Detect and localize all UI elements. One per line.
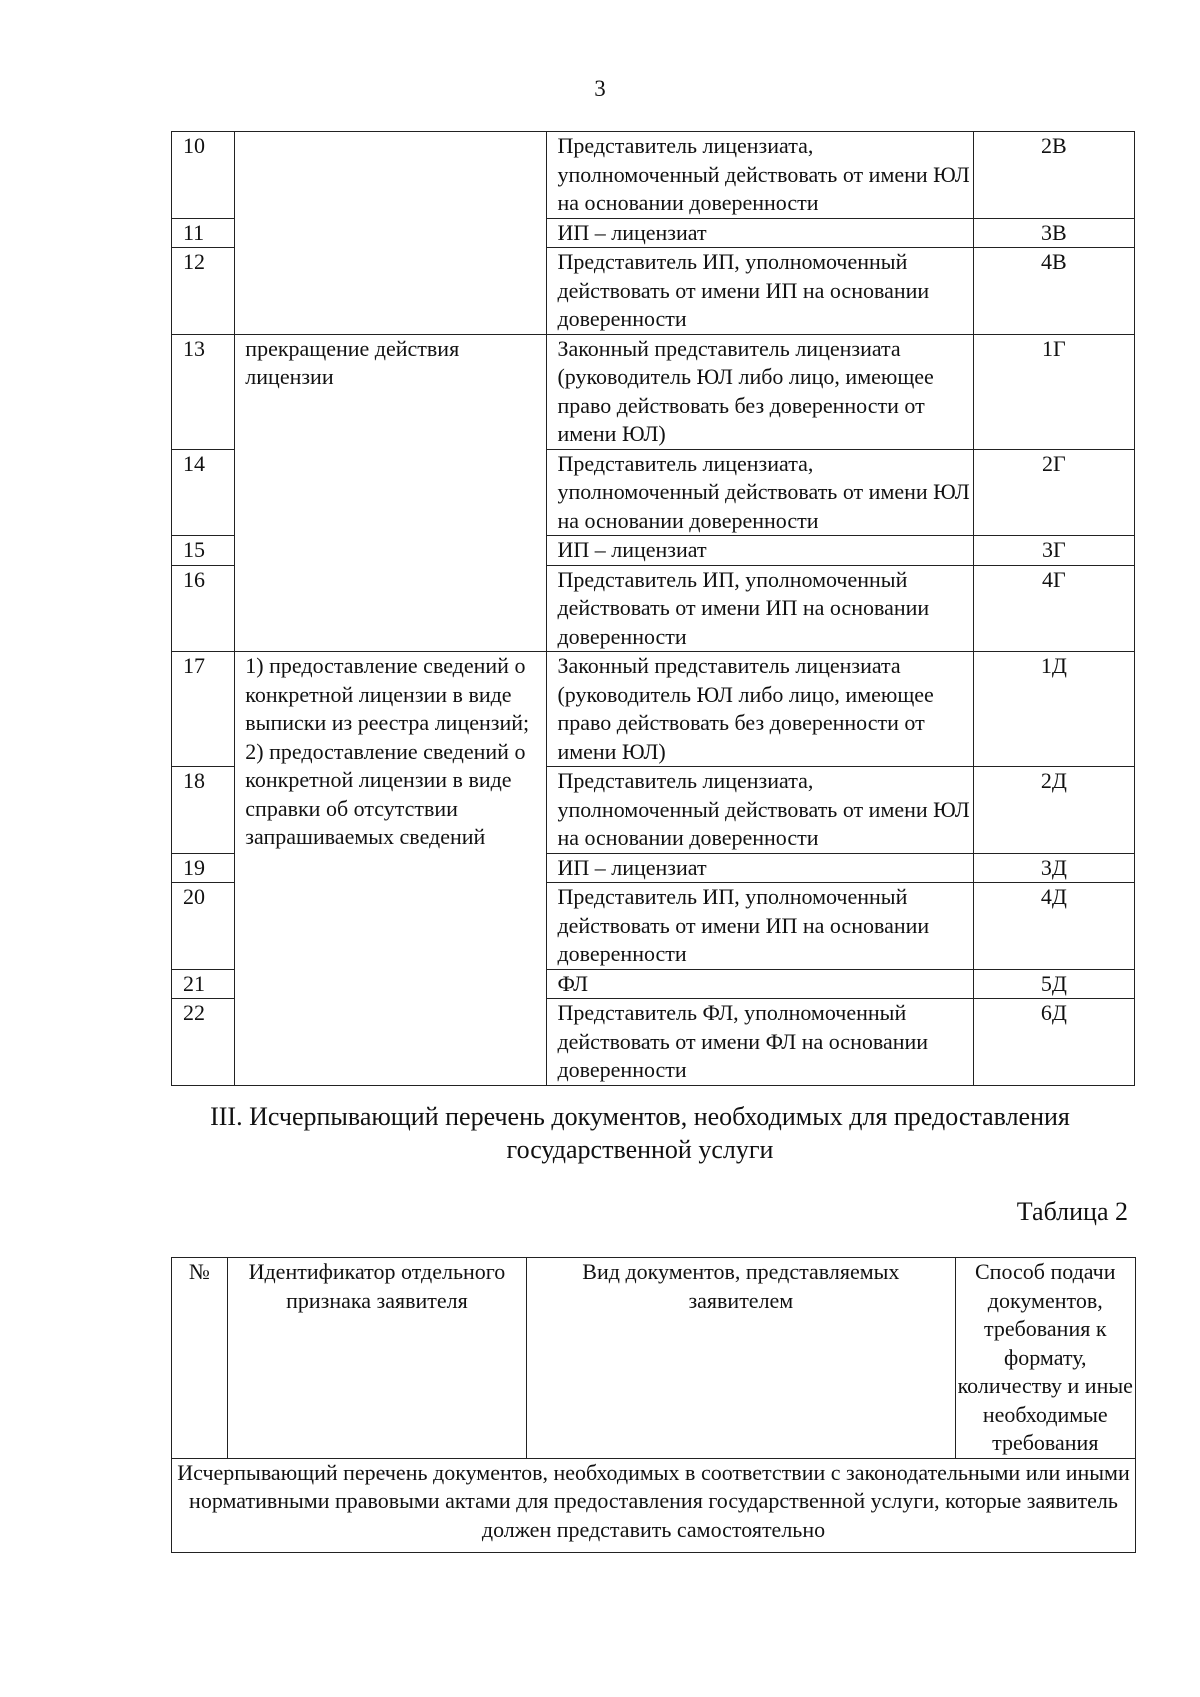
variant-code: 5Д (973, 969, 1134, 999)
row-number: 18 (172, 767, 235, 854)
row-number: 11 (172, 218, 235, 248)
representative-cell: Представитель ФЛ, уполномоченный действовать от имени ФЛ на основании доверенности (547, 999, 973, 1086)
table-row (172, 334, 1135, 449)
applicant-variants-table (171, 131, 1135, 1086)
representative-cell: Представитель лицензиата, уполномоченный действовать от имени ЮЛ на основании доверенности (547, 449, 973, 536)
variant-code: 2Г (973, 449, 1134, 536)
row-number: 10 (172, 132, 235, 219)
representative-cell: Представитель ИП, уполномоченный действовать от имени ИП на основании доверенности (547, 248, 973, 335)
variant-code: 4В (973, 248, 1134, 335)
variant-code: 4Г (973, 565, 1134, 652)
documents-table (171, 1257, 1136, 1553)
row-number: 22 (172, 999, 235, 1086)
row-number: 15 (172, 536, 235, 566)
header-documents: Вид документов, представляемых заявителем (527, 1258, 955, 1459)
table-row (172, 652, 1135, 767)
representative-cell: ИП – лицензиат (547, 853, 973, 883)
variant-code: 6Д (973, 999, 1134, 1086)
row-number: 20 (172, 883, 235, 970)
representative-cell: Законный представитель лицензиата (руководитель ЮЛ либо лицо, имеющее право действовать без доверенности от имени ЮЛ) (547, 334, 973, 449)
category-termination: прекращение действия лицензии (235, 334, 547, 652)
representative-cell: ИП – лицензиат (547, 218, 973, 248)
variant-code: 2Д (973, 767, 1134, 854)
variant-code: 1Г (973, 334, 1134, 449)
variant-code: 1Д (973, 652, 1134, 767)
table-caption: Таблица 2 (1016, 1197, 1128, 1226)
representative-cell: Законный представитель лицензиата (руководитель ЮЛ либо лицо, имеющее право действовать без доверенности от имени ЮЛ) (547, 652, 973, 767)
variant-code: 3Д (973, 853, 1134, 883)
variant-code: 3В (973, 218, 1134, 248)
variant-code: 3Г (973, 536, 1134, 566)
representative-cell: Представитель лицензиата, уполномоченный действовать от имени ЮЛ на основании доверенности (547, 132, 973, 219)
table-row (172, 132, 1135, 219)
row-number: 12 (172, 248, 235, 335)
category-info-provision: 1) предоставление сведений о конкретной лицензии в виде выписки из реестра лицензий; 2) предоставление сведений о конкретной лицензии в виде справки об отсутствии запрашиваемых сведений (235, 652, 547, 1086)
row-number: 21 (172, 969, 235, 999)
table-row (172, 1458, 1136, 1553)
section-span-row: Исчерпывающий перечень документов, необходимых в соответствии с законодательными или иными нормативными правовыми актами для предоставления государственной услуги, которые заявитель должен представить самостоятельно (172, 1458, 1136, 1553)
header-number: № (172, 1258, 228, 1459)
page-number: 3 (594, 76, 606, 101)
representative-cell: Представитель лицензиата, уполномоченный действовать от имени ЮЛ на основании доверенности (547, 767, 973, 854)
header-method: Способ подачи документов, требования к формату, количеству и иные необходимые требования (955, 1258, 1135, 1459)
representative-cell: Представитель ИП, уполномоченный действовать от имени ИП на основании доверенности (547, 883, 973, 970)
header-identifier: Идентификатор отдельного признака заявителя (227, 1258, 527, 1459)
variant-code: 2В (973, 132, 1134, 219)
row-number: 19 (172, 853, 235, 883)
row-number: 13 (172, 334, 235, 449)
variant-code: 4Д (973, 883, 1134, 970)
category-cell-empty (235, 132, 547, 335)
row-number: 17 (172, 652, 235, 767)
representative-cell: ФЛ (547, 969, 973, 999)
table-header-row (172, 1258, 1136, 1459)
row-number: 16 (172, 565, 235, 652)
row-number: 14 (172, 449, 235, 536)
representative-cell: Представитель ИП, уполномоченный действовать от имени ИП на основании доверенности (547, 565, 973, 652)
section-title: III. Исчерпывающий перечень документов, необходимых для предоставления государственной услуги (210, 1102, 1070, 1164)
representative-cell: ИП – лицензиат (547, 536, 973, 566)
